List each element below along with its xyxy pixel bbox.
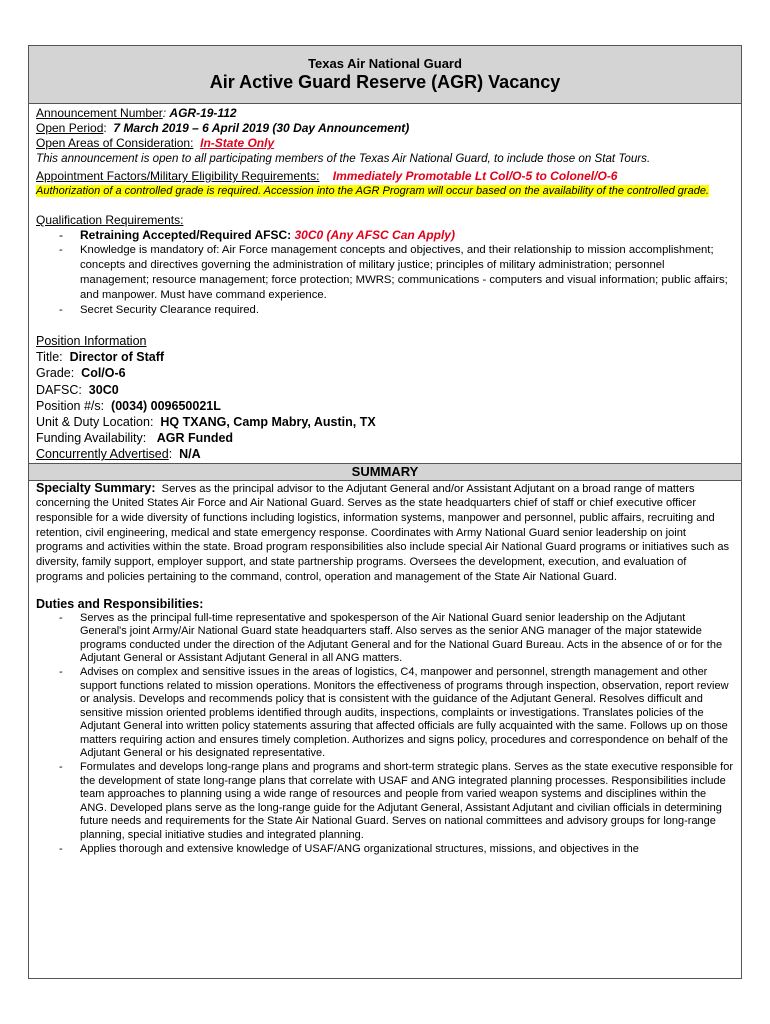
- duty-location: Unit & Duty Location: HQ TXANG, Camp Mabry, Austin, TX: [36, 415, 376, 430]
- position-grade: Grade: Col/O-6: [36, 366, 126, 381]
- concurrently-advertised: Concurrently Advertised: N/A: [36, 447, 201, 462]
- list-item: - Secret Security Clearance required.: [80, 303, 735, 318]
- position-heading: Position Information: [36, 334, 147, 348]
- position-number: Position #/s: (0034) 009650021L: [36, 398, 221, 413]
- appointment-factors: [36, 169, 735, 184]
- appointment-value: Immediately Promotable Lt Col/O-5 to Colonel/O-6: [332, 169, 618, 183]
- specialty-text: Serves as the principal advisor to the Adjutant General and/or Assistant Adjutant on a broad range of matters concerning the United States Air Force and Air National Guard. Serves as the state headquarters chief of staff or chief executive officer responsible for a wide diversity of functions including logistics, information systems, manpower and personnel, public affairs, recruiting and retention, civil engineering, medical and state emergency response. Coordinates with Army National Guard senior leadership on joint programs and activities within the state. Broad program responsibilities also include special Air National Guard programs or initiatives such as diversity, family support, employer support, and state partnership programs. Oversees the development, execution, and evaluation of programs and policies pertaining to the command, control, operation and management of the State Air National Guard.: [36, 482, 730, 583]
- afsc-value: 30C0 (Any AFSC Can Apply): [294, 228, 455, 242]
- position-dafsc: DAFSC: 30C0: [36, 382, 119, 397]
- appointment-note: [36, 184, 735, 199]
- afsc-label: Retraining Accepted/Required AFSC:: [80, 228, 292, 242]
- vacancy-announcement: [28, 45, 742, 979]
- open-period-value: 7 March 2019 – 6 April 2019 (30 Day Announcement): [113, 121, 410, 135]
- qualification-heading: Qualification Requirements:: [36, 213, 184, 227]
- announcement-number-value: AGR-19-112: [169, 106, 237, 120]
- list-item: - Applies thorough and extensive knowledge of USAF/ANG organizational structures, missions, and objectives in the: [80, 843, 735, 857]
- qualification-list: [36, 228, 735, 318]
- appointment-label: Appointment Factors/Military Eligibility Requirements:: [36, 169, 320, 183]
- org-name: Texas Air National Guard: [308, 56, 462, 71]
- open-areas: [36, 136, 735, 151]
- summary-bar: SUMMARY: [29, 463, 741, 481]
- content: [29, 104, 741, 856]
- list-item: [80, 228, 735, 243]
- list-item: - Advises on complex and sensitive issues in the areas of logistics, C4, manpower and personnel, strength management and other support functions related to mission operations. Monitors the effectiveness of programs through inspection, observation, report review or analysis. Develops and recommends policy that is consistent with the guidance of the Adjutant General. Resolves difficult and sensitive mission oriented problems identified through audits, inspections, complaints or investigations. Translates policies of the Adjutant General into written policy statements assuring that affected officials are fully acquainted with the same. Follows up on those matters requiring action and ensures timely completion. Authorizes and signs policy, procedures and correspondence on behalf of the Adjutant General or his designated representative.: [80, 666, 735, 761]
- specialty-label: Specialty Summary:: [36, 480, 156, 495]
- position-information: [36, 333, 735, 463]
- appointment-note-text: Authorization of a controlled grade is required. Accession into the AGR Program will occur based on the availability of the controlled grade.: [36, 185, 709, 197]
- list-item: - Knowledge is mandatory of: Air Force management concepts and objectives, and their relationship to mission accomplishment; concepts and directives governing the administration of military justice; principles of military administration; personnel management; resource management; force protection; MWRS; communications - computers and visual information; public affairs; and manpower. Must have command experience.: [80, 243, 735, 303]
- list-item: - Serves as the principal full-time representative and spokesperson of the Air National Guard senior leadership on the Adjutant General's joint Army/Air National Guard state headquarters staff. Also serves as the senior ANG manager of the major statewide programs conducted under the direction of the Adjutant General and for the National Guard Bureau. Acts in the absence of or for the Adjutant General or Assistant Adjutant General in all ANG matters.: [80, 612, 735, 666]
- header-block: [29, 46, 741, 104]
- list-item: - Formulates and develops long-range plans and programs and short-term strategic plans. Serves as the state executive responsible for the development of state long-range plans that correlate with USAF and ANG integrated planning processes. Responsibilities include team approaches to planning using a wide range of resources and people from varied weapon systems and disciplines within the ANG. Developed plans serve as the long-range guide for the Adjutant General, Assistant Adjutant and civilian officials in determining future needs and requirements for the State Air National Guard. Serves on national committees and advisory groups for long-range planning, special initiative studies and integrated planning.: [80, 761, 735, 843]
- open-period-label: Open Period: [36, 121, 104, 135]
- open-areas-text: This announcement is open to all participating members of the Texas Air National Guard, to include those on Stat Tours.: [36, 152, 651, 165]
- open-areas-label: Open Areas of Consideration:: [36, 136, 194, 150]
- page-title: Air Active Guard Reserve (AGR) Vacancy: [209, 72, 561, 92]
- specialty-summary: [36, 481, 735, 585]
- duties-heading: Duties and Responsibilities:: [36, 596, 204, 611]
- funding-availability: Funding Availability: AGR Funded: [36, 431, 234, 446]
- open-period: Open Period: 7 March 2019 – 6 April 2019 (30 Day Announcement): [36, 121, 410, 135]
- duties-list: [36, 612, 735, 857]
- position-title: Title: Director of Staff: [36, 350, 165, 365]
- announcement-number-label: Announcement Number: [36, 106, 163, 120]
- announcement-number: Announcement Number: AGR-19-112: [36, 106, 237, 120]
- open-areas-value: In-State Only: [200, 136, 275, 150]
